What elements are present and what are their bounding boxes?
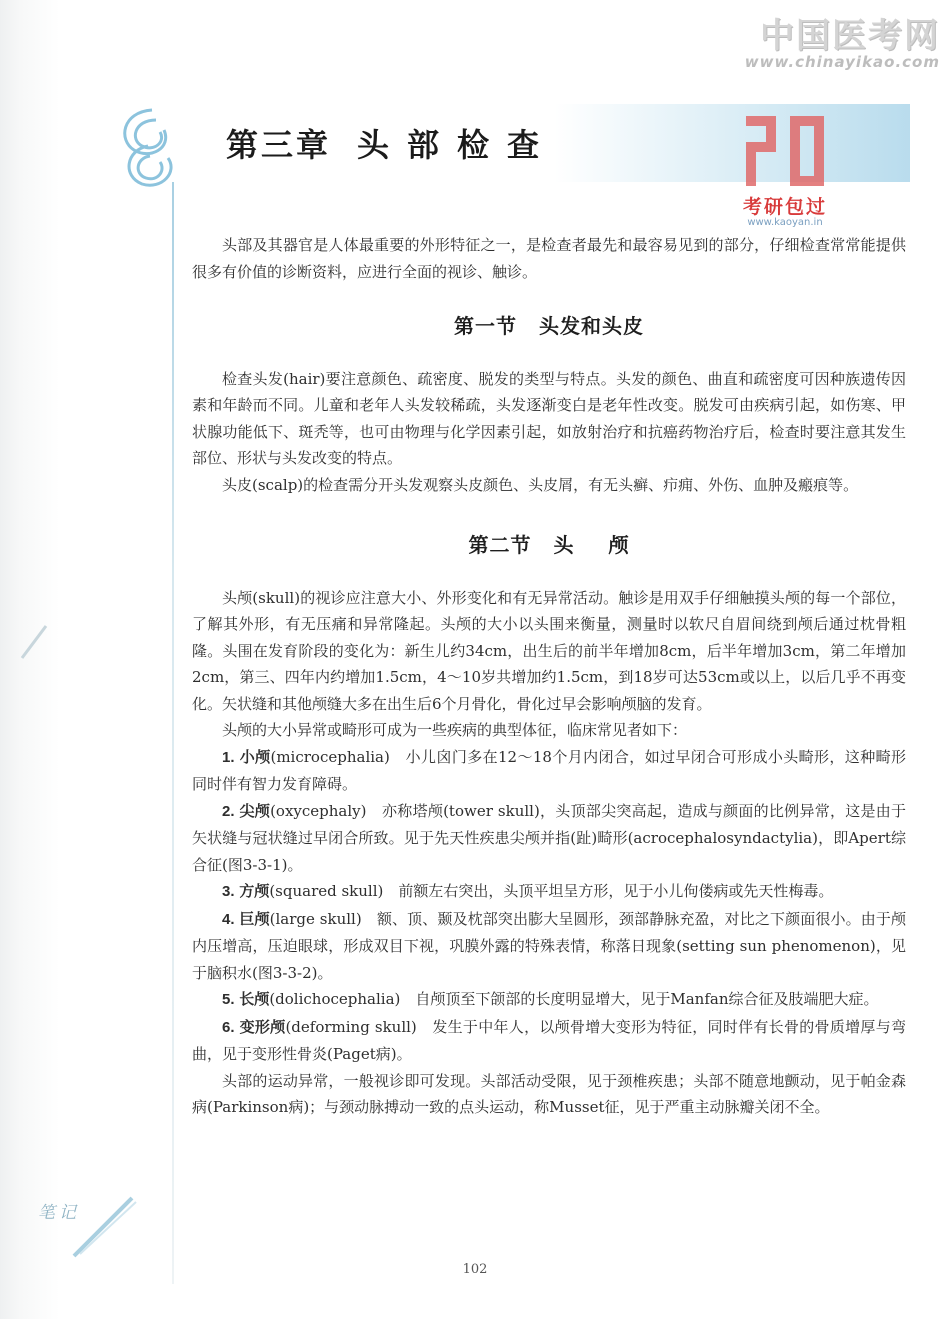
- chapter-title: 头部检查: [357, 126, 558, 164]
- item-text: 小儿囟门多在12～18个月内闭合，如过早闭合可形成小头畸形，这种畸形同时伴有智力发育障碍。: [192, 747, 906, 793]
- section-1-paragraph-1: 检查头发(hair)要注意颜色、疏密度、脱发的类型与特点。头发的颜色、曲直和疏密度可因种族遗传因素和年龄而不同。儿童和老年人头发较稀疏，头发逐渐变白是老年性改变。脱发可由疾病引起，如伤寒、甲状腺功能低下、斑秃等，也可由物理与化学因素引起，如放射治疗和抗癌药物治疗后，检查时要注意其发生部位、形状与头发改变的特点。: [192, 369, 906, 467]
- item-text: 额、顶、颞及枕部突出膨大呈圆形，颈部静脉充盈，对比之下颜面很小。由于颅内压增高，压迫眼球，形成双目下视，巩膜外露的特殊表情，称落日现象(setting sun phenomenon)，见于脑积水(图3-3-2)。: [192, 909, 906, 982]
- stamp-url: www.kaoyan.in: [747, 217, 823, 228]
- item-term: 巨颅: [239, 910, 270, 928]
- site-watermark-url: www.chinayikao.com: [744, 53, 940, 71]
- list-item: [192, 986, 906, 1014]
- site-watermark-name: 中国医考网: [760, 16, 940, 56]
- list-item: [192, 1014, 906, 1068]
- item-term: 变形颅: [239, 1018, 286, 1036]
- page-content: [192, 232, 906, 1121]
- section-2-number: 第二节: [468, 533, 532, 557]
- section-2-title-b: 颅: [608, 533, 630, 557]
- item-number: 3.: [222, 883, 235, 900]
- list-item: [192, 744, 906, 798]
- section-heading-1: [192, 313, 906, 340]
- logo-stamp: [740, 112, 830, 228]
- item-number: 5.: [222, 991, 235, 1008]
- stamp-name: 考研包过: [742, 196, 827, 218]
- pen-stroke-decoration-icon: [20, 620, 50, 660]
- swirl-decoration-icon: [112, 100, 182, 190]
- section-1-number: 第一节: [454, 314, 517, 338]
- item-english: (squared skull): [269, 882, 384, 900]
- list-item: [192, 906, 906, 987]
- item-english: (deforming skull): [285, 1017, 417, 1036]
- pen-icon: [70, 1190, 140, 1260]
- section-1-paragraph-2: 头皮(scalp)的检查需分开头发观察头皮颜色、头皮屑，有无头癣、疖痈、外伤、血肿及瘢痕等。: [222, 475, 859, 494]
- item-english: (large skull): [269, 909, 362, 928]
- item-number: 6.: [222, 1018, 235, 1036]
- item-term: 小颅: [239, 748, 271, 766]
- stamp-logo-icon: [740, 112, 830, 190]
- item-number: 4.: [222, 910, 235, 928]
- intro-paragraph: 头部及其器官是人体最重要的外形特征之一，是检查者最先和最容易见到的部分，仔细检查常常能提供很多有价值的诊断资料，应进行全面的视诊、触诊。: [192, 236, 906, 281]
- item-text: 亦称塔颅(tower skull)，头顶部尖突高起，造成与颜面的比例异常，这是由于矢状缝与冠状缝过早闭合所致。见于先天性疾患尖颅并指(趾)畸形(acrocephalosyndactylia)，即Apert综合征(图3-3-1)。: [192, 801, 906, 874]
- item-term: 方颅: [239, 883, 270, 900]
- item-text: 自颅顶至下颌部的长度明显增大，见于Manfan综合征及肢端肥大症。: [415, 990, 879, 1008]
- item-number: 2.: [222, 802, 235, 820]
- item-term: 尖颅: [239, 802, 271, 820]
- list-item: [192, 798, 906, 879]
- item-english: (dolichocephalia): [269, 990, 401, 1008]
- section-heading-2: [192, 532, 906, 559]
- item-english: (oxycephaly): [270, 801, 367, 820]
- item-number: 1.: [222, 748, 235, 766]
- list-item: [192, 878, 906, 906]
- section-2-paragraph-1: 头颅(skull)的视诊应注意大小、外形变化和有无异常活动。触诊是用双手仔细触摸头颅的每一个部位，了解其外形，有无压痛和异常隆起。头颅的大小以头围来衡量，测量时以软尺自眉间绕到颅后通过枕骨粗隆。头围在发育阶段的变化为：新生儿约34cm，出生后的前半年增加8cm，后半年增加3cm，第二年增加2cm，第三、四年内约增加1.5cm，4～10岁共增加约1.5cm，到18岁可达53cm或以上，以后几乎不再变化。矢状缝和其他颅缝大多在出生后6个月骨化，骨化过早会影响颅脑的发育。: [192, 588, 906, 713]
- section-2-closing-paragraph: 头部的运动异常，一般视诊即可发现。头部活动受限，见于颈椎疾患；头部不随意地颤动，见于帕金森病(Parkinson病)；与颈动脉搏动一致的点头运动，称Musset征，见于严重主动脉瓣关闭不全。: [192, 1071, 906, 1116]
- section-2-paragraph-2: 头颅的大小异常或畸形可成为一些疾病的典型体征，临床常见者如下：: [222, 721, 688, 739]
- item-term: 长颅: [239, 991, 270, 1008]
- notes-label: 笔记: [38, 1203, 80, 1223]
- margin-rule: [172, 104, 174, 1284]
- chapter-heading: [226, 120, 557, 166]
- site-watermark: [745, 8, 940, 71]
- chapter-number: 第三章: [226, 126, 332, 164]
- item-text: 前额左右突出，头顶平坦呈方形，见于小儿佝偻病或先天性梅毒。: [398, 882, 834, 900]
- item-english: (microcephalia): [270, 747, 390, 766]
- item-text: 发生于中年人，以颅骨增大变形为特征，同时伴有长骨的骨质增厚与弯曲，见于变形性骨炎(Paget病)。: [192, 1017, 906, 1063]
- page-number: 102: [462, 1262, 488, 1277]
- section-1-title: 头发和头皮: [539, 314, 644, 338]
- section-2-title-a: 头: [553, 533, 575, 557]
